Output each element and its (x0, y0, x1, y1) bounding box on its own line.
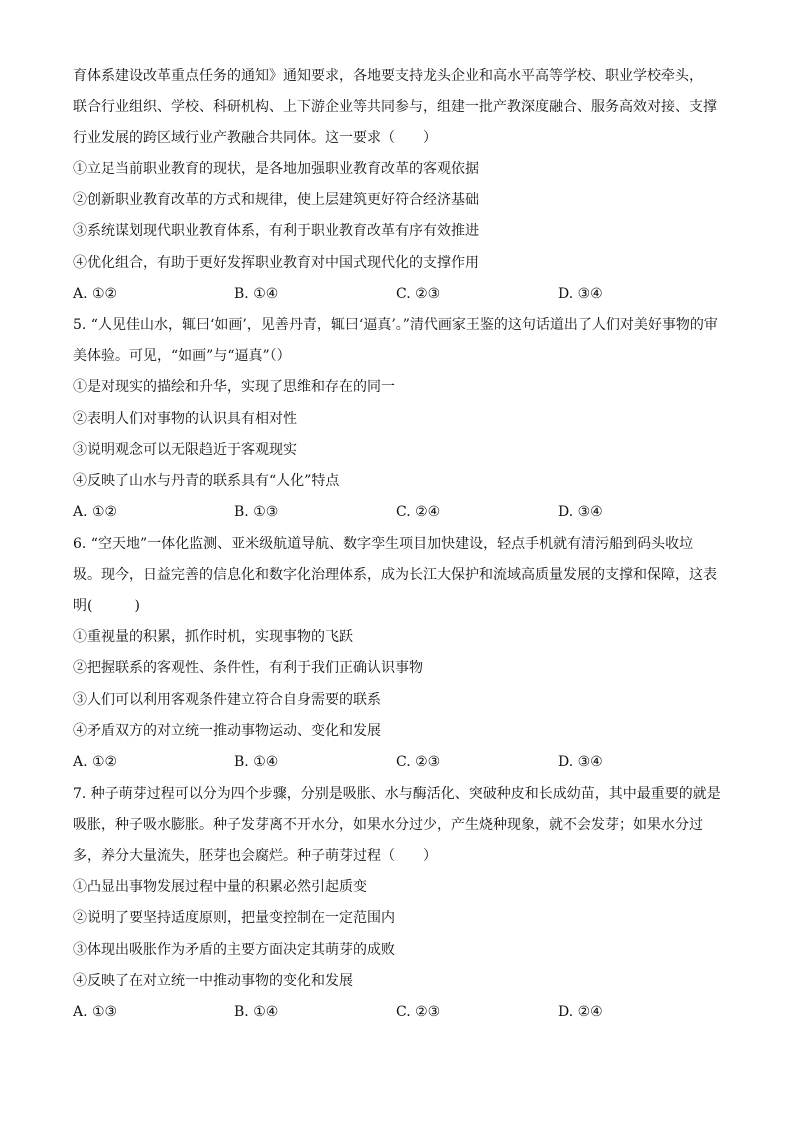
option-a: A. ①③ (73, 1004, 118, 1020)
option-d: D. ③④ (558, 754, 603, 770)
statement-4: ④反映了山水与丹青的联系具有“人化”特点 (73, 473, 340, 489)
option-c: C. ②③ (396, 1004, 441, 1020)
question-stem-line: 7. 种子萌芽过程可以分为四个步骤，分别是吸胀、水与酶活化、突破种皮和长成幼苗，其中最重要的就是 (73, 786, 721, 802)
option-a: A. ①② (73, 754, 118, 770)
answer-options (73, 1002, 733, 1022)
statement-1: ①是对现实的描绘和升华，实现了思维和存在的同一 (73, 379, 395, 395)
option-d: D. ③④ (558, 504, 603, 520)
answer-options (73, 284, 733, 304)
question-stem-line: 多，养分大量流失，胚芽也会腐烂。种子萌芽过程（ ） (73, 848, 437, 864)
statement-2: ②表明人们对事物的认识具有相对性 (73, 411, 297, 427)
option-b: B. ①④ (234, 1004, 279, 1020)
statement-1: ①凸显出事物发展过程中量的积累必然引起质变 (73, 879, 367, 895)
option-c: C. ②④ (396, 504, 441, 520)
statement-4: ④优化组合，有助于更好发挥职业教育对中国式现代化的支撑作用 (73, 255, 479, 271)
answer-options (73, 502, 733, 522)
statement-4: ④矛盾双方的对立统一推动事物运动、变化和发展 (73, 723, 381, 739)
statement-3: ③人们可以利用客观条件建立符合自身需要的联系 (73, 692, 381, 708)
question-stem-line: 联合行业组织、学校、科研机构、上下游企业等共同参与，组建一批产教深度融合、服务高效对接、支撑 (73, 99, 717, 115)
statement-1: ①重视量的积累，抓作时机，实现事物的飞跃 (73, 629, 353, 645)
question-stem-line: 美体验。可见，“如画”与“逼真”（） (73, 348, 291, 364)
question-stem-line: 育体系建设改革重点任务的通知》通知要求，各地要支持龙头企业和高水平高等学校、职业学校牵头， (73, 68, 703, 84)
option-b: B. ①③ (234, 504, 279, 520)
option-d: D. ②④ (558, 1004, 603, 1020)
statement-3: ③说明观念可以无限趋近于客观现实 (73, 442, 297, 458)
question-stem-line: 吸胀，种子吸水膨胀。种子发芽离不开水分，如果水分过少，产生烧种现象，就不会发芽；如果水分过 (73, 817, 703, 833)
statement-4: ④反映了在对立统一中推动事物的变化和发展 (73, 973, 353, 989)
question-stem-line: 6. “空天地”一体化监测、亚米级航道导航、数字孪生项目加快建设，轻点手机就有清污船到码头收垃 (73, 536, 694, 552)
option-a: A. ①② (73, 504, 118, 520)
question-stem-line: 明( ) (73, 598, 140, 614)
question-stem-line: 行业发展的跨区域行业产教融合共同体。这一要求（ ） (73, 130, 437, 146)
statement-3: ③系统谋划现代职业教育体系，有利于职业教育改革有序有效推进 (73, 223, 479, 239)
option-c: C. ②③ (396, 286, 441, 302)
statement-1: ①立足当前职业教育的现状，是各地加强职业教育改革的客观依据 (73, 161, 479, 177)
statement-2: ②创新职业教育改革的方式和规律，使上层建筑更好符合经济基础 (73, 192, 479, 208)
option-a: A. ①② (73, 286, 118, 302)
statement-3: ③体现出吸胀作为矛盾的主要方面决定其萌芽的成败 (73, 942, 395, 958)
option-b: B. ①④ (234, 754, 279, 770)
answer-options (73, 752, 733, 772)
question-stem-line: 圾。现今，日益完善的信息化和数字化治理体系，成为长江大保护和流域高质量发展的支撑和保障，这表 (73, 567, 717, 583)
option-b: B. ①④ (234, 286, 279, 302)
statement-2: ②把握联系的客观性、条件性，有利于我们正确认识事物 (73, 660, 423, 676)
option-c: C. ②③ (396, 754, 441, 770)
statement-2: ②说明了要坚持适度原则，把量变控制在一定范围内 (73, 910, 395, 926)
question-stem-line: 5. “人见佳山水，辄曰‘如画’，见善丹青，辄曰‘逼真’。”清代画家王鉴的这句话道出了人们对美好事物的审 (73, 317, 718, 333)
option-d: D. ③④ (558, 286, 603, 302)
